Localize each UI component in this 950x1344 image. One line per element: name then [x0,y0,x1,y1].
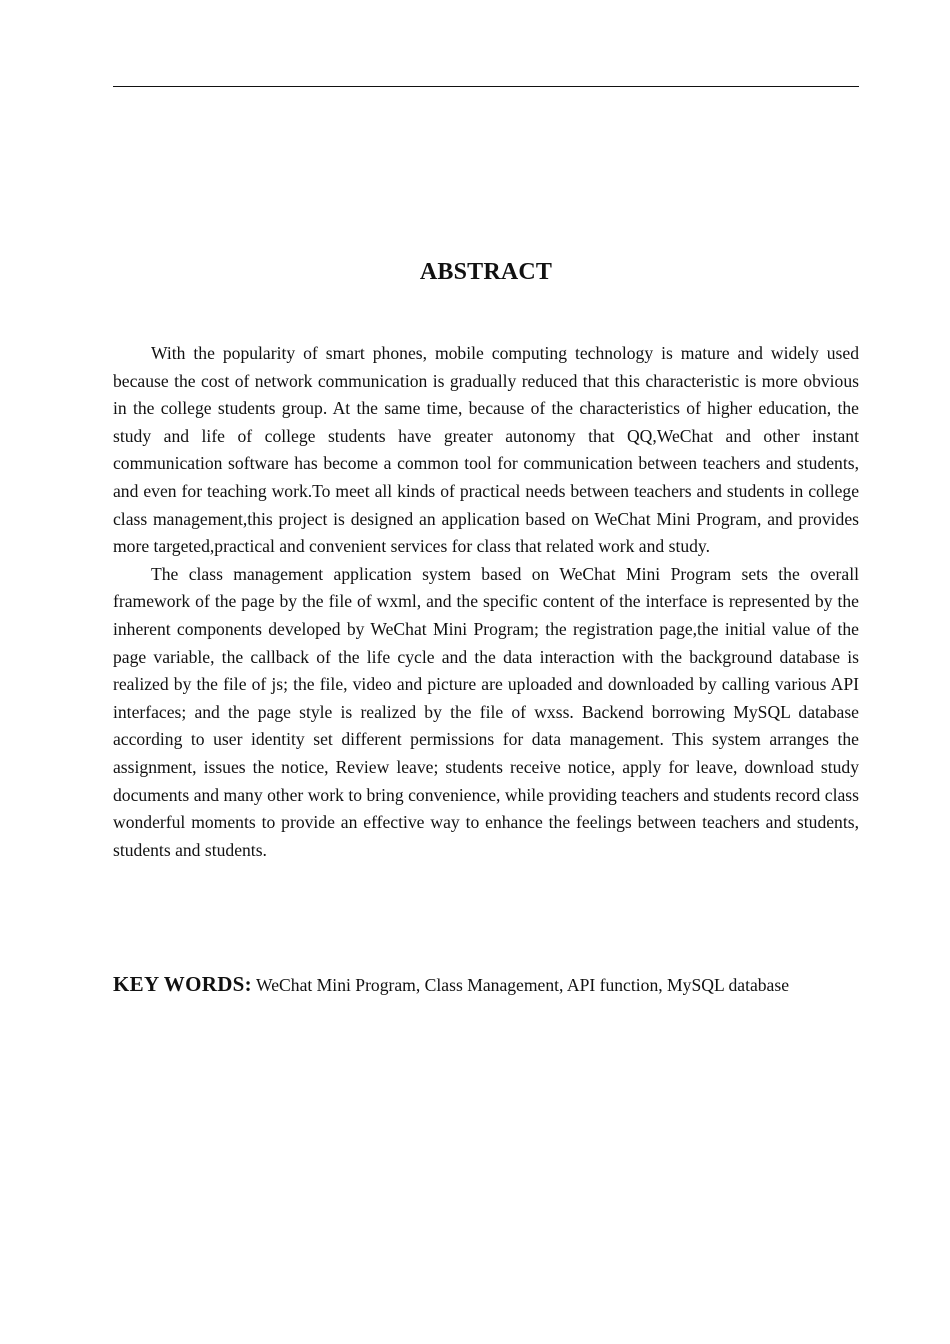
keywords-text: WeChat Mini Program, Class Management, API function, MySQL database [256,975,790,995]
abstract-body [113,340,859,864]
abstract-paragraph-1: With the popularity of smart phones, mobile computing technology is mature and widely used because the cost of network communication is gradually reduced that this characteristic is more obvious in the college students group. At the same time, because of the characteristics of higher education, the study and life of college students have greater autonomy that QQ,WeChat and other instant communication software has become a common tool for communication between teachers and students, and even for teaching work.To meet all kinds of practical needs between teachers and students in college class management,this project is designed an application based on WeChat Mini Program, and provides more targeted,practical and convenient services for class that related work and study. [113,343,859,557]
keywords-line [113,970,859,999]
abstract-paragraph-2: The class management application system based on WeChat Mini Program sets the overall framework of the page by the file of wxml, and the specific content of the interface is represented by the inherent components developed by WeChat Mini Program; the registration page,the initial value of the page variable, the callback of the life cycle and the data interaction with the background database is realized by the file of js; the file, video and picture are uploaded and downloaded by calling various API interfaces; and the page style is realized by the file of wxss. Backend borrowing MySQL database according to user identity set different permissions for data management. This system arranges the assignment, issues the notice, Review leave; students receive notice, apply for leave, download study documents and many other work to bring convenience, while providing teachers and students record class wonderful moments to provide an effective way to enhance the feelings between teachers and students, students and students. [113,563,859,860]
header-rule [113,86,859,87]
abstract-title: ABSTRACT [419,259,553,285]
keywords-label: KEY WORDS: [113,972,252,996]
